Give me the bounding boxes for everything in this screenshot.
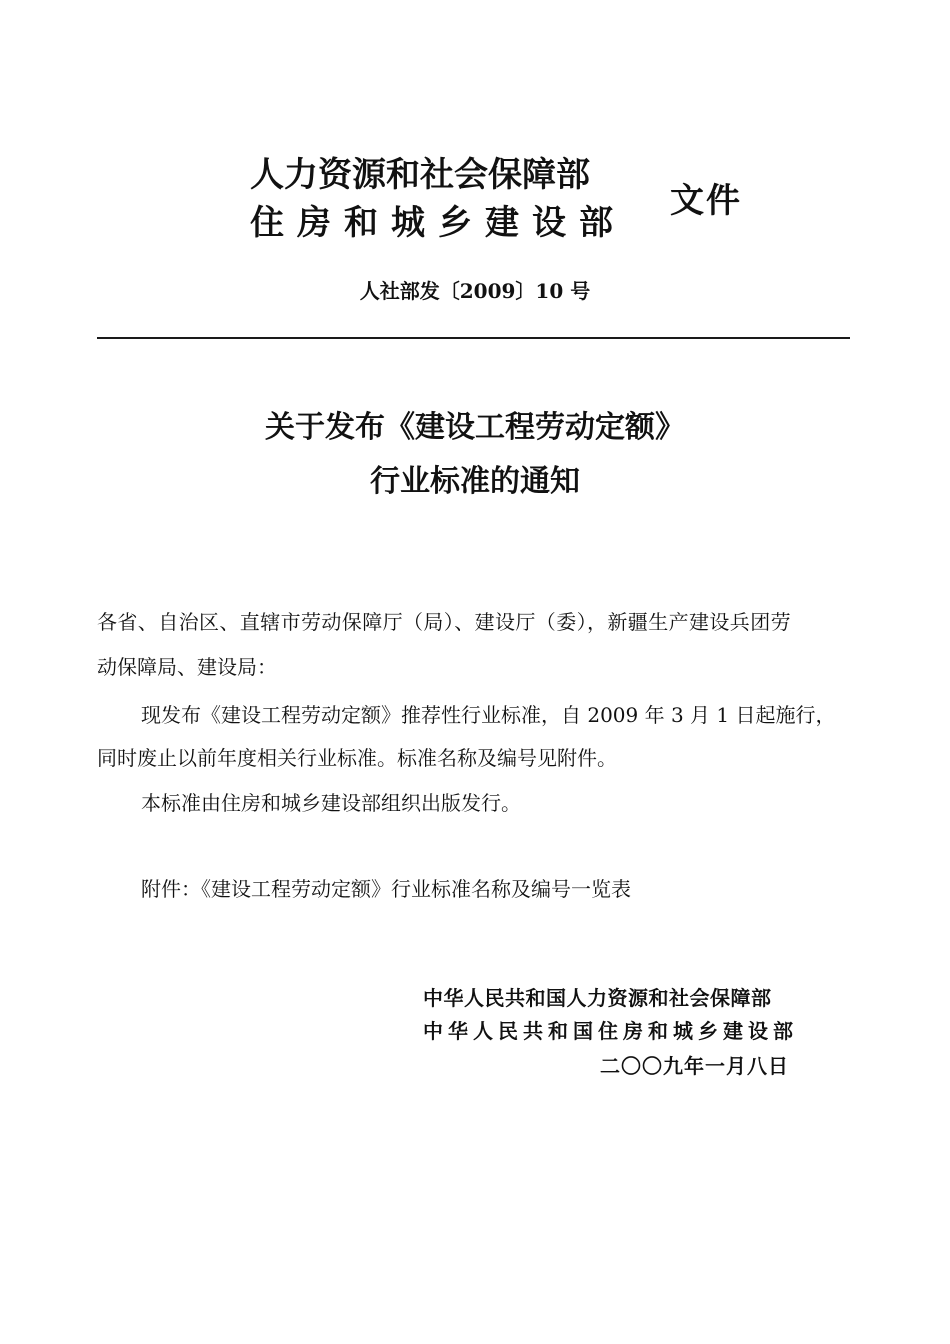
header-divider (97, 337, 850, 339)
issuer-name-2: 住房和城乡建设部 (250, 203, 626, 243)
addressee-line-1: 各省、自治区、直辖市劳动保障厅（局）、建设厅（委），新疆生产建设兵团劳 (97, 610, 791, 634)
signature-org-1: 中华人民共和国人力资源和社会保障部 (423, 986, 772, 1010)
document-number: 人社部发〔2009〕10 号 (359, 279, 591, 303)
signature-org-2: 中华人民共和国住房和城乡建设部 (423, 1019, 798, 1043)
notice-title-line-1: 关于发布《建设工程劳动定额》 (265, 410, 685, 445)
paragraph-1-line-2: 同时废止以前年度相关行业标准。标准名称及编号见附件。 (97, 746, 617, 770)
signature-date: 二〇〇九年一月八日 (600, 1054, 789, 1078)
paragraph-2: 本标准由住房和城乡建设部组织出版发行。 (141, 791, 521, 815)
paragraph-1-line-1: 现发布《建设工程劳动定额》推荐性行业标准，自 2009 年 3 月 1 日起施行， (141, 703, 836, 727)
document-header (250, 155, 770, 255)
notice-title-line-2: 行业标准的通知 (370, 464, 580, 499)
document-type-label: 文件 (670, 181, 742, 221)
addressee-line-2: 动保障局、建设局： (97, 655, 277, 679)
attachment-note: 附件：《建设工程劳动定额》行业标准名称及编号一览表 (141, 877, 631, 901)
issuer-name-1: 人力资源和社会保障部 (250, 155, 590, 195)
